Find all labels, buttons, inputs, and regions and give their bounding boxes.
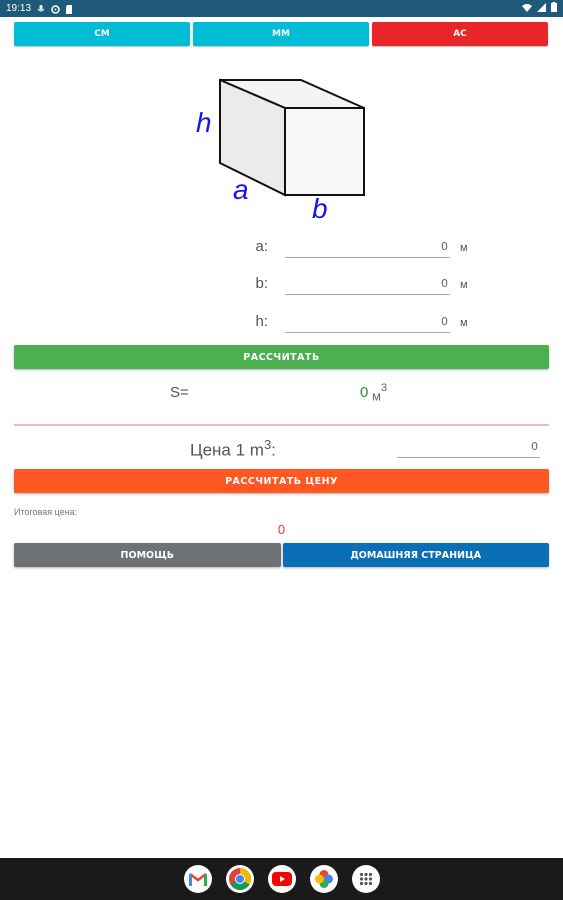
price-label-power: 3 xyxy=(263,437,272,452)
result-unit-power: 3 xyxy=(380,382,388,394)
unit-tabs xyxy=(14,22,548,46)
home-page-button[interactable]: ДОМАШНЯЯ СТРАНИЦА xyxy=(283,543,550,567)
field-b-input[interactable]: 0 xyxy=(285,277,450,295)
calculate-button[interactable]: РАССЧИТАТЬ xyxy=(14,345,549,369)
calculate-price-button[interactable]: РАССЧИТАТЬ ЦЕНУ xyxy=(14,469,549,493)
result-value: 0 xyxy=(360,384,369,401)
price-label-text: Цена 1 m xyxy=(190,440,264,460)
field-h-unit: м xyxy=(460,317,468,329)
price-label xyxy=(190,437,276,461)
status-bar xyxy=(0,0,563,17)
result-unit xyxy=(372,382,388,404)
app-drawer-icon[interactable] xyxy=(352,865,380,893)
field-b-label: b: xyxy=(255,275,268,292)
bottom-buttons xyxy=(14,543,549,567)
signal-icon xyxy=(537,3,546,15)
field-a-row xyxy=(0,236,563,260)
wifi-icon xyxy=(522,3,532,15)
result-label: S= xyxy=(170,384,189,401)
field-a-label: a: xyxy=(255,238,268,255)
status-time: 19:13 xyxy=(6,3,32,14)
tab-ac[interactable]: АС xyxy=(372,22,548,46)
tab-cm[interactable]: СМ xyxy=(14,22,190,46)
field-h-input[interactable]: 0 xyxy=(285,315,450,333)
diagram-label-b: b xyxy=(312,193,328,224)
mic-icon xyxy=(37,5,45,13)
app-dock xyxy=(0,858,563,900)
help-button[interactable]: ПОМОЩЬ xyxy=(14,543,281,567)
tab-mm[interactable]: ММ xyxy=(193,22,369,46)
total-label: Итоговая цена: xyxy=(14,507,78,517)
price-label-suffix: : xyxy=(271,440,276,460)
field-a-unit: м xyxy=(460,242,468,254)
field-a-input[interactable]: 0 xyxy=(285,240,450,258)
field-b-row xyxy=(0,273,563,297)
youtube-icon[interactable] xyxy=(268,865,296,893)
diagram-label-h: h xyxy=(196,107,212,138)
total-value: 0 xyxy=(277,522,286,537)
result-unit-text: м xyxy=(372,388,381,404)
battery-icon xyxy=(551,2,557,15)
box-diagram xyxy=(190,70,380,230)
gmail-icon[interactable] xyxy=(184,865,212,893)
photos-icon[interactable] xyxy=(310,865,338,893)
field-b-unit: м xyxy=(460,279,468,291)
field-h-row xyxy=(0,311,563,335)
price-input[interactable]: 0 xyxy=(397,440,540,458)
diagram-label-a: a xyxy=(233,174,249,205)
settings-icon xyxy=(51,5,59,13)
chrome-icon[interactable] xyxy=(226,865,254,893)
field-h-label: h: xyxy=(255,313,268,330)
sd-card-icon xyxy=(65,5,73,13)
divider xyxy=(14,424,549,426)
